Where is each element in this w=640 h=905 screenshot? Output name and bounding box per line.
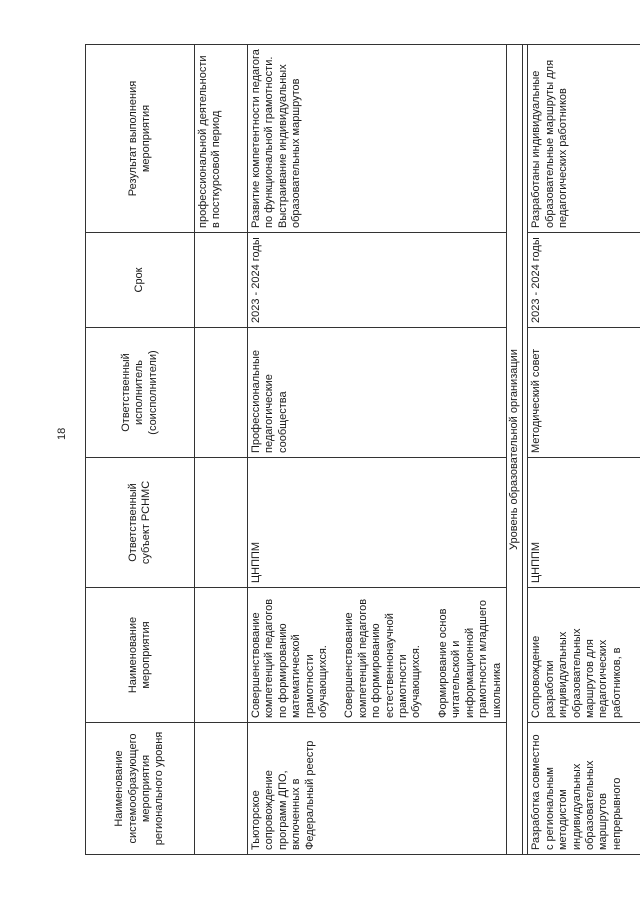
- cell-responsible-subject: ЦНППМ: [528, 458, 640, 588]
- table-row: [195, 45, 248, 855]
- header-system-activity: Наименование системообразующего мероприятия регионального уровня: [86, 723, 195, 855]
- cell-deadline: [195, 233, 248, 328]
- cell-responsible-executor: Профессиональные педагогические сообщества: [248, 328, 507, 458]
- activity-item: Формирование основ читательской и информационной грамотности младшего школьника: [436, 599, 503, 718]
- cell-system-activity: [195, 723, 248, 855]
- cell-deadline: 2023 - 2024 годы: [528, 233, 640, 328]
- section-band-row: [506, 45, 522, 855]
- activities-table: [85, 44, 640, 855]
- cell-responsible-subject: [195, 458, 248, 588]
- table-row: [528, 45, 640, 855]
- cell-result: профессиональной деятельности в посткурсовой период: [195, 45, 248, 233]
- cell-responsible-executor: [195, 328, 248, 458]
- header-activity-name: Наименование мероприятия: [86, 588, 195, 723]
- cell-deadline: 2023 - 2024 годы: [248, 233, 507, 328]
- cell-responsible-executor: Методический совет: [528, 328, 640, 458]
- header-result: Результат выполнения мероприятия: [86, 45, 195, 233]
- table-row: [248, 45, 507, 855]
- cell-responsible-subject: ЦНППМ: [248, 458, 507, 588]
- section-band-label: Уровень образовательной организации: [506, 45, 522, 855]
- page-number: 18: [56, 427, 68, 440]
- cell-result: Разработаны индивидуальные образовательные маршруты для педагогических работников: [528, 45, 640, 233]
- header-responsible-subject: Ответственный субъект РСНМС: [86, 458, 195, 588]
- cell-system-activity: Разработка совместно с региональным методистом индивидуальных образовательных маршрутов непрерывного: [528, 723, 640, 855]
- activity-item: Совершенствование компетенций педагогов по формированию естественнонаучной грамотности обучающихся.: [343, 598, 423, 718]
- table-header-row: [86, 45, 195, 855]
- activity-item: Совершенствование компетенций педагогов по формированию математической грамотности обучающихся.: [250, 598, 330, 718]
- rotated-table-sheet: [85, 45, 621, 855]
- cell-activity-name: [195, 588, 248, 723]
- cell-system-activity: Тьюторское сопровождение программ ДПО, включенных в Федеральный реестр: [248, 723, 507, 855]
- header-deadline: Срок: [86, 233, 195, 328]
- cell-activity-name: Сопровождение разработки индивидуальных образовательных маршрутов для педагогических работников, в: [528, 588, 640, 723]
- header-responsible-executor: Ответственный исполнитель (соисполнители): [86, 328, 195, 458]
- cell-activity-name: [248, 588, 507, 723]
- cell-result: Развитие компетентности педагога по функциональной грамотности. Выстраивание индивидуальных образовательных маршрутов: [248, 45, 507, 233]
